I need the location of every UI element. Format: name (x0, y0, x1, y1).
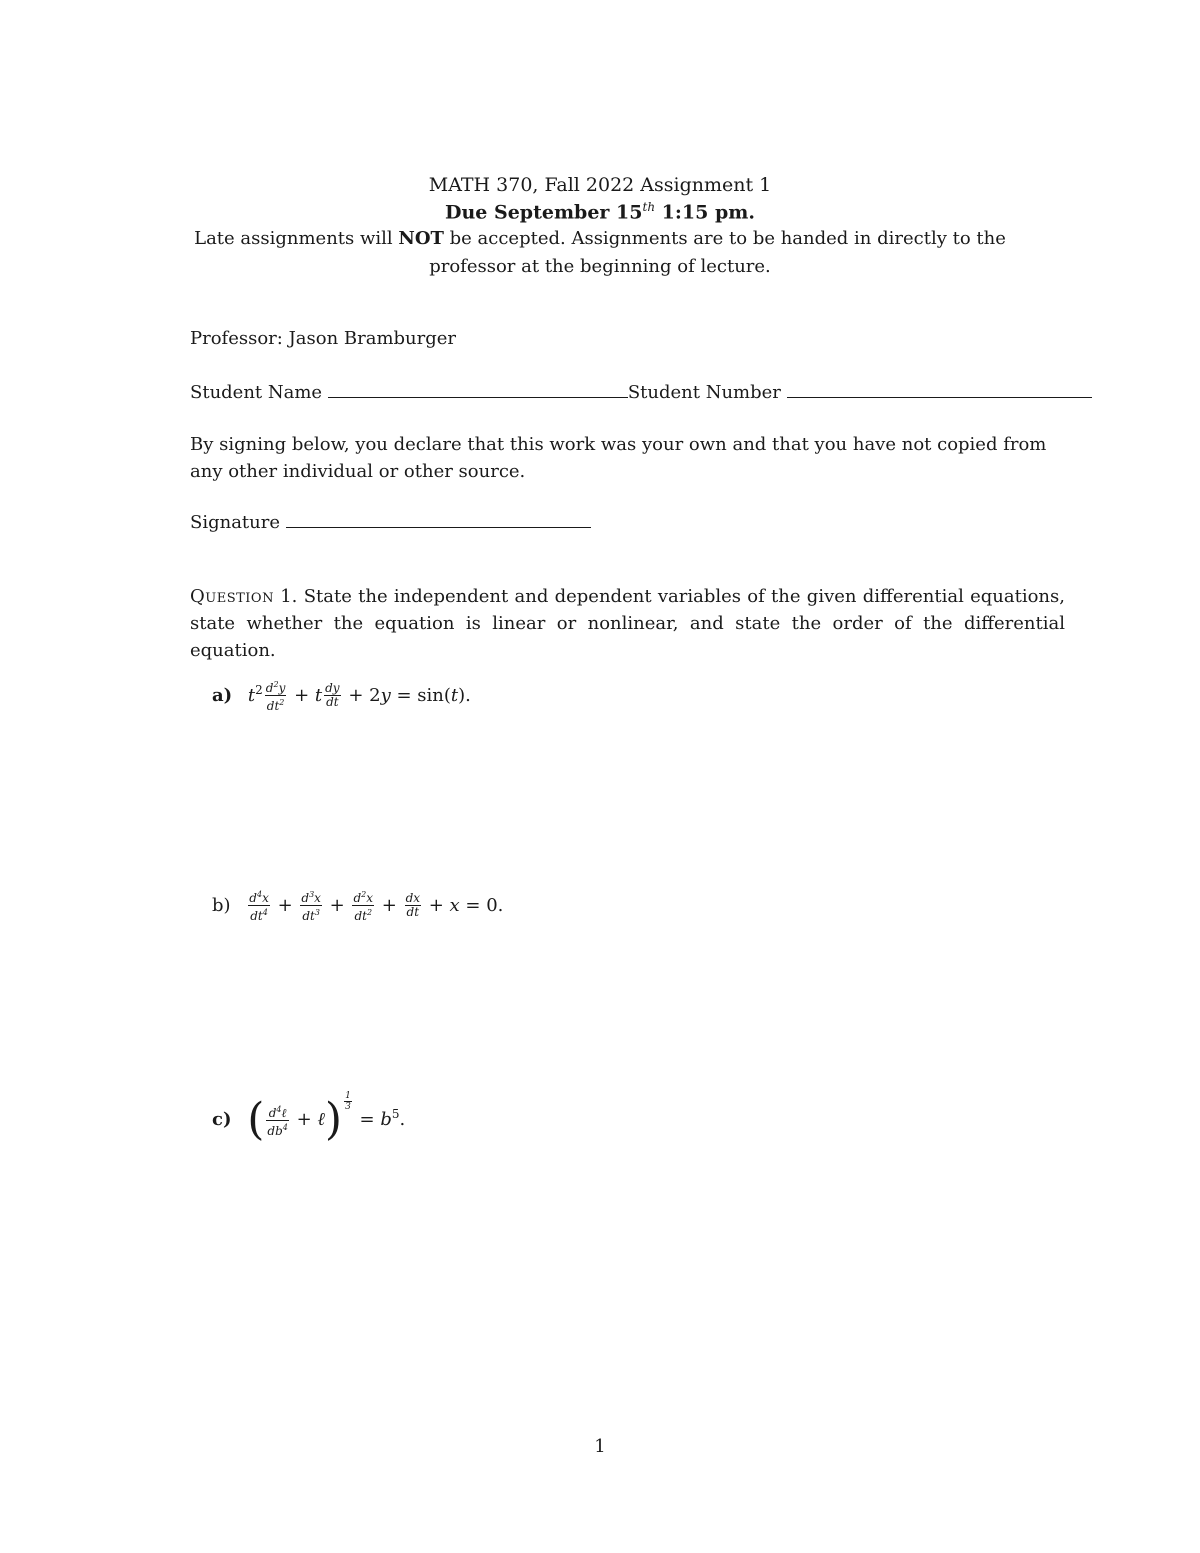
equation-c: ( $\frac{d^4\ell}{db^4}$ + ℓ) $^{\frac{1}{3}}$ = $b^5$. (247, 1091, 406, 1145)
part-a (212, 678, 471, 713)
declaration-text: By signing below, you declare that this work was your own and that you have not copied from any other individual or other source. (190, 434, 1047, 482)
signature-label: Signature (190, 512, 281, 533)
part-a-label: a) (212, 684, 233, 706)
part-c (212, 1091, 406, 1145)
question-number: 1. (280, 586, 298, 607)
professor-name: Professor: Jason Bramburger (190, 328, 457, 349)
signature-row (190, 507, 591, 533)
late-policy-line2: professor at the beginning of lecture. (429, 256, 771, 277)
due-date: Due September 15th 1:15 pm. (445, 200, 755, 224)
part-c-label: c) (212, 1109, 232, 1130)
student-name-field[interactable] (328, 377, 628, 398)
question-1 (190, 583, 1065, 664)
late-policy-line1: Late assignments will NOT be accepted. Assignments are to be handed in directly to the (194, 228, 1006, 249)
student-number-label: Student Number (627, 382, 781, 403)
part-b (212, 888, 503, 923)
student-number-field[interactable] (787, 377, 1092, 398)
part-b-label: b) (212, 894, 231, 916)
page-number: 1 (594, 1436, 606, 1457)
assignment-title: MATH 370, Fall 2022 Assignment 1 (428, 174, 772, 196)
student-name-label: Student Name (190, 382, 323, 403)
question-text: State the independent and dependent variables of the given differential equations, state whether the equation is linear or nonlinear, and state the order of the differential equation. (190, 586, 1065, 661)
equation-b: $\frac{d^4x}{dt^4}$ + $\frac{d^3x}{dt^3}$ + $\frac{d^2x}{dt^2}$ + $\frac{dx}{dt}$ + x = 0. (249, 890, 504, 923)
student-info-row (190, 377, 1092, 403)
question-heading: Question (190, 586, 274, 607)
signature-field[interactable] (286, 507, 591, 528)
equation-a: $t^2$ $\frac{d^2y}{dt^2}$ + t $\frac{dy}{dt}$ + 2y = sin(t). (247, 680, 471, 713)
